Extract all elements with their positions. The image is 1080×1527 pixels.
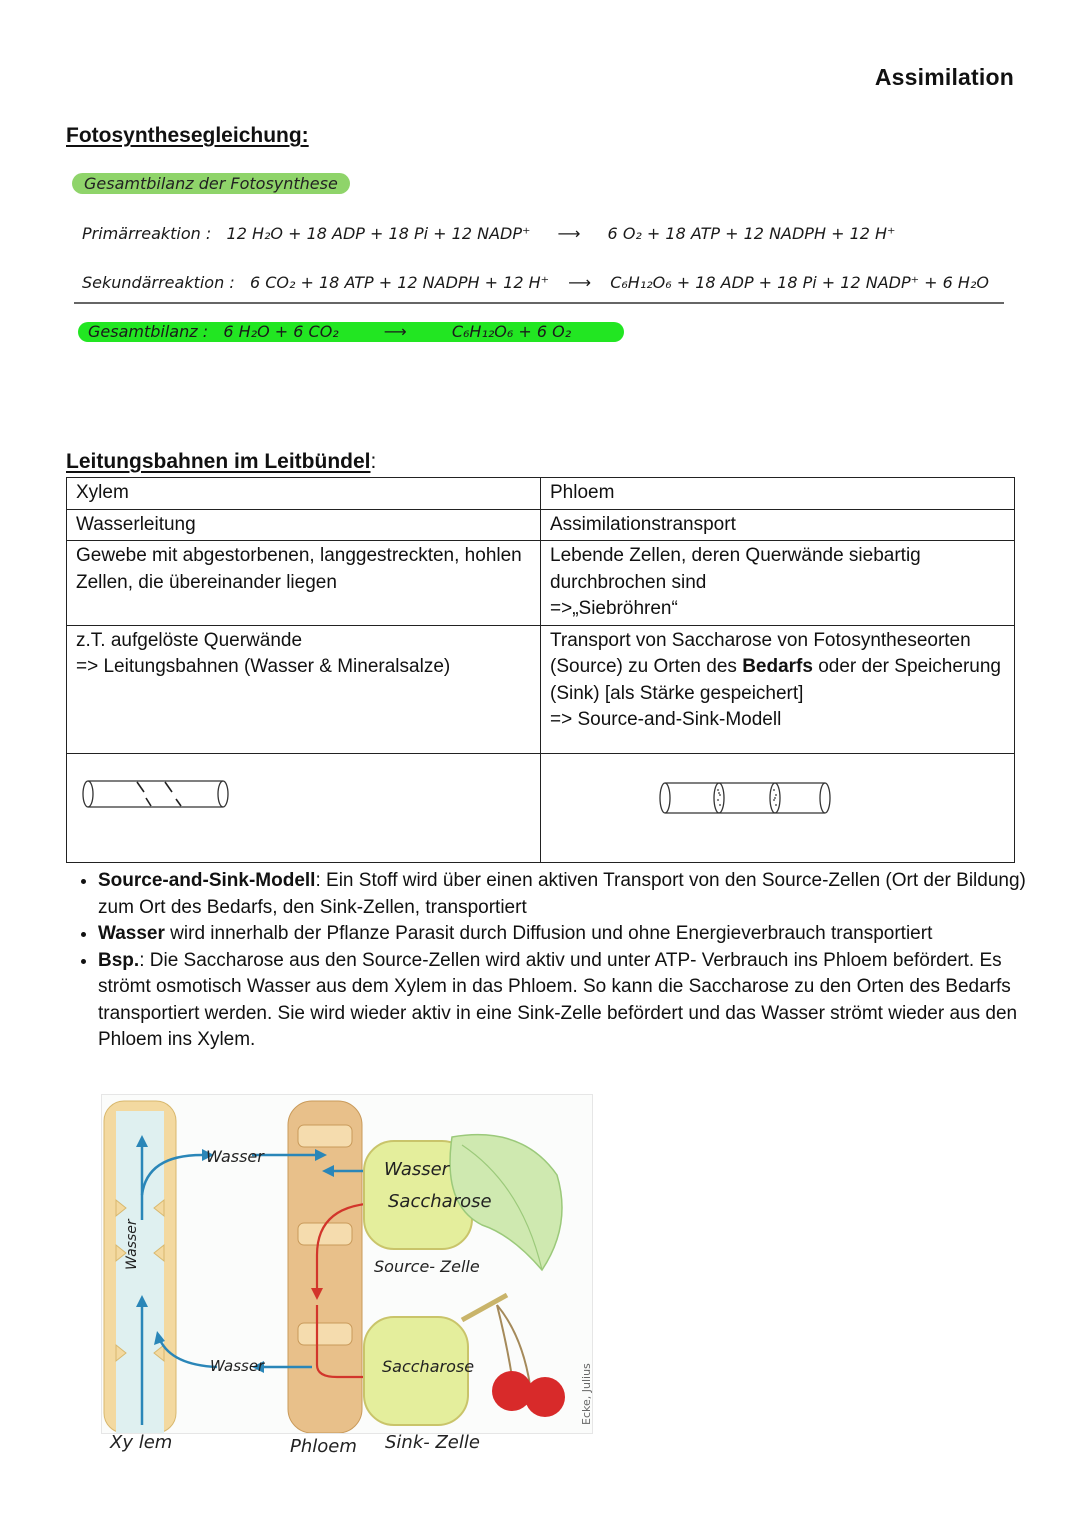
label-wasser-source: Wasser xyxy=(384,1159,450,1180)
column-header-phloem: Phloem xyxy=(541,478,1015,510)
phloem-transport: Transport von Saccharose von Fotosyntheseorten (Source) zu Orten des Bedarfs oder der Speicherung (Sink) [als Stärke gespeichert] => Source-and-Sink-Modell xyxy=(541,625,1015,753)
xylem-tube-icon xyxy=(67,754,537,854)
xylem-structure: Gewebe mit abgestorbenen, langgestreckten, hohlen Zellen, die übereinander liegen xyxy=(67,541,541,626)
xylem-function: Wasserleitung xyxy=(67,509,541,541)
total-reaction: Gesamtbilanz : 6 H₂O + 6 CO₂ ⟶ C₆H₁₂O₆ + 6 O₂ xyxy=(88,322,572,341)
equation-divider xyxy=(74,302,1004,304)
table-row xyxy=(67,541,1015,626)
label-source-cell: Source- Zelle xyxy=(374,1257,480,1276)
phloem-structure: Lebende Zellen, deren Querwände siebartig durchbrochen sind =>„Siebröhren“ xyxy=(541,541,1015,626)
list-item: • Wasser wird innerhalb der Pflanze Parasit durch Diffusion und ohne Energieverbrauch transportiert xyxy=(98,921,1048,948)
label-saccharose-source: Saccharose xyxy=(388,1191,492,1212)
phloem-tube-icon xyxy=(541,754,1011,854)
label-wasser-xylem: Wasser xyxy=(124,1219,140,1270)
source-sink-diagram xyxy=(101,1094,593,1434)
photosynthesis-heading: Fotosynthesegleichung: xyxy=(66,124,309,147)
secondary-reaction: Sekundärreaktion : 6 CO₂ + 18 ATP + 12 NADPH + 12 H⁺ ⟶ C₆H₁₂O₆ + 18 ADP + 18 Pi + 12 NADP⁺ + 6 H₂O xyxy=(82,273,989,292)
xylem-sketch-cell xyxy=(67,753,541,863)
reaction-arrow-icon: ⟶ xyxy=(383,322,407,341)
table-row xyxy=(67,509,1015,541)
table-row xyxy=(67,625,1015,753)
label-saccharose-sink: Saccharose xyxy=(382,1357,475,1376)
leitbahnen-heading: Leitungsbahnen im Leitbündel: xyxy=(66,450,377,473)
reaction-arrow-icon: ⟶ xyxy=(557,224,581,243)
xylem-walls: z.T. aufgelöste Querwände => Leitungsbahnen (Wasser & Mineralsalze) xyxy=(67,625,541,753)
primary-reaction: Primärreaktion : 12 H₂O + 18 ADP + 18 Pi + 12 NADP⁺ ⟶ 6 O₂ + 18 ATP + 12 NADPH + 12 H⁺ xyxy=(82,224,896,243)
list-item: • Bsp.: Die Saccharose aus den Source-Zellen wird aktiv und unter ATP- Verbrauch ins Phloem befördert. Es strömt osmotisch Wasser aus dem Xylem in das Phloem. So kann die Saccharose zu den Orten des Bedarfs transportiert werden. Sie wird wieder aktiv in eine Sink-Zelle befördert und das Wasser strömt wieder aus den Phloem ins Xylem. xyxy=(98,948,1048,1054)
table-row xyxy=(67,753,1015,863)
reaction-arrow-icon: ⟶ xyxy=(568,273,592,292)
label-phloem: Phloem xyxy=(290,1436,357,1457)
equation-subtitle: Gesamtbilanz der Fotosynthese xyxy=(72,174,350,193)
column-header-xylem: Xylem xyxy=(67,478,541,510)
phloem-sketch-cell xyxy=(541,753,1015,863)
label-sink-cell: Sink- Zelle xyxy=(385,1432,480,1453)
label-credit: Ecke, Julius xyxy=(580,1363,593,1425)
phloem-function: Assimilationstransport xyxy=(541,509,1015,541)
label-wasser-top: Wasser xyxy=(206,1147,264,1166)
label-wasser-bottom: Wasser xyxy=(210,1357,265,1375)
label-xylem: Xy lem xyxy=(110,1432,173,1453)
leitbahnen-table xyxy=(66,477,1015,863)
page-title: Assimilation xyxy=(874,64,1014,90)
table-header-row xyxy=(67,478,1015,510)
source-sink-illustration xyxy=(102,1095,592,1433)
notes-list xyxy=(66,868,1048,1054)
list-item: • Source-and-Sink-Modell: Ein Stoff wird über einen aktiven Transport von den Source-Zellen (Ort der Bildung) zum Ort des Bedarfs, den Sink-Zellen, transportiert xyxy=(98,868,1048,921)
